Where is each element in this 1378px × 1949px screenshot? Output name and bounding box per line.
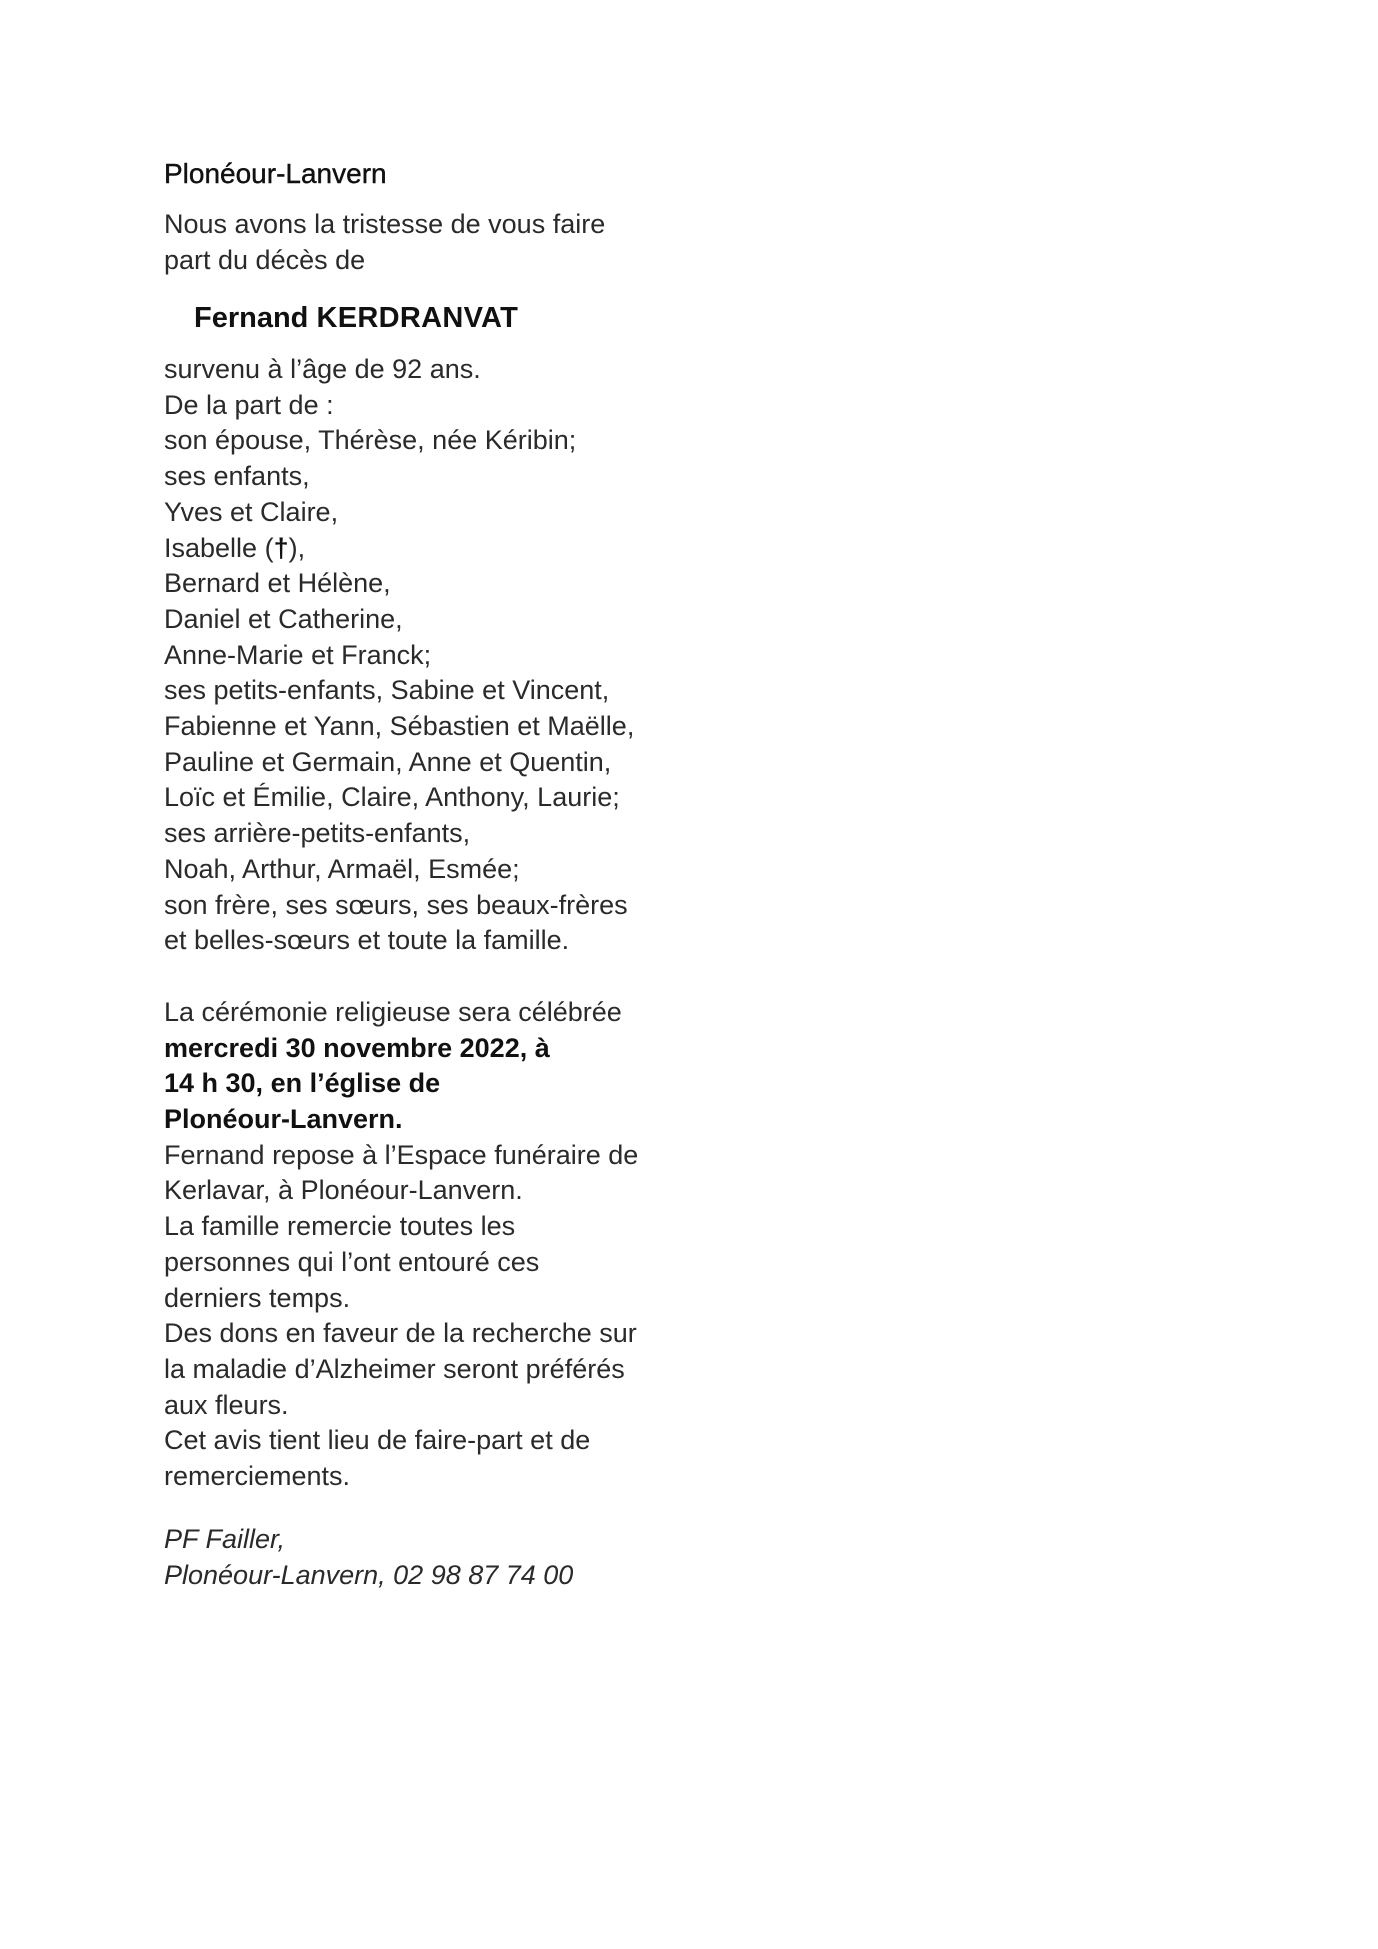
child-line: Yves et Claire, [164, 496, 339, 527]
ceremony-line: remerciements. [164, 1461, 351, 1492]
ceremony-details [164, 995, 884, 1495]
ceremony-line: Kerlavar, à Plonéour-Lanvern. [164, 1175, 523, 1206]
deceased-child-line [164, 531, 884, 567]
town-heading: Plonéour-Lanvern [164, 158, 387, 189]
grandchildren-line: Loïc et Émilie, Claire, Anthony, Laurie; [164, 782, 620, 813]
undertaker-contact: Plonéour-Lanvern, 02 98 87 74 00 [164, 1559, 574, 1590]
family-line: son frère, ses sœurs, ses beaux-frères [164, 889, 628, 920]
deceased-last-name: KERDRANVAT [316, 302, 519, 334]
obituary-notice [164, 156, 884, 1593]
ceremony-line: La famille remercie toutes les [164, 1211, 516, 1242]
ceremony-line: personnes qui l’ont entouré ces [164, 1246, 540, 1277]
ceremony-line: Des dons en faveur de la recherche sur [164, 1318, 637, 1349]
spouse-line: son épouse, Thérèse, née Kéribin; [164, 425, 577, 456]
intro-text [164, 206, 884, 278]
grandchildren-line: ses petits-enfants, Sabine et Vincent, [164, 675, 610, 706]
ceremony-line: derniers temps. [164, 1282, 351, 1313]
cross-icon: † [273, 532, 289, 563]
ceremony-line: la maladie d’Alzheimer seront préférés [164, 1353, 625, 1384]
ceremony-time-line: 14 h 30, en l’église de [164, 1068, 441, 1099]
ceremony-line: Fernand repose à l’Espace funéraire de [164, 1139, 639, 1170]
grandchildren-line: Pauline et Germain, Anne et Quentin, [164, 746, 612, 777]
age-line: survenu à l’âge de 92 ans. [164, 354, 481, 384]
ceremony-line: aux fleurs. [164, 1389, 289, 1420]
from-line: De la part de : [164, 389, 334, 420]
grandchildren-line: Fabienne et Yann, Sébastien et Maëlle, [164, 711, 635, 742]
undertaker-signature [164, 1521, 884, 1593]
children-heading: ses enfants, [164, 461, 310, 492]
deceased-first-name: Fernand [194, 302, 309, 334]
child-line: Daniel et Catherine, [164, 603, 403, 634]
deceased-child-suffix: ), [288, 532, 306, 563]
intro-line: Nous avons la tristesse de vous faire [164, 209, 606, 239]
ceremony-place-line: Plonéour-Lanvern. [164, 1104, 403, 1135]
deceased-name [194, 300, 884, 336]
family-line: et belles-sœurs et toute la famille. [164, 925, 570, 956]
undertaker-name: PF Failler, [164, 1523, 286, 1554]
child-line: Bernard et Hélène, [164, 568, 391, 599]
deceased-child-name: Isabelle ( [164, 532, 274, 563]
family-list [164, 352, 884, 959]
intro-line: part du décès de [164, 245, 366, 275]
child-line: Anne-Marie et Franck; [164, 639, 432, 670]
ceremony-date-line: mercredi 30 novembre 2022, à [164, 1032, 550, 1063]
great-grandchildren-line: ses arrière-petits-enfants, [164, 818, 471, 849]
great-grandchildren-line: Noah, Arthur, Armaël, Esmée; [164, 853, 520, 884]
ceremony-intro: La cérémonie religieuse sera célébrée [164, 996, 622, 1027]
ceremony-line: Cet avis tient lieu de faire-part et de [164, 1425, 591, 1456]
